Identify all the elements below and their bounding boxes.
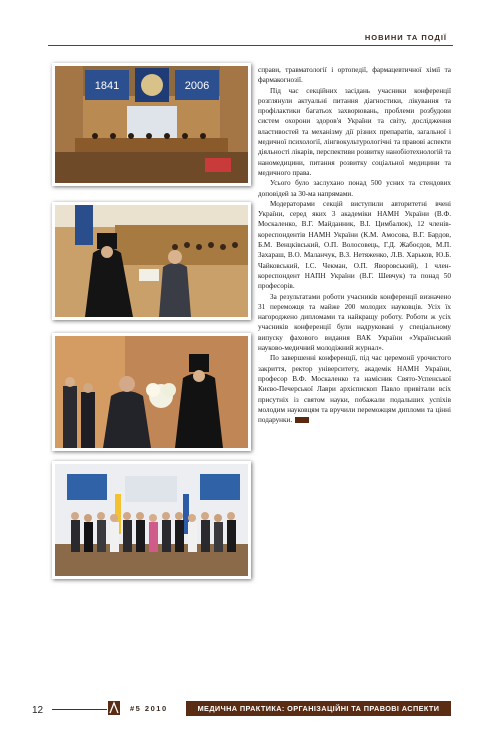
paragraph-text: По завершенні конференції, під час церемонії урочистого закриття, ректор університету, академік НАМН України, професор В.Ф. Москаленко та намісник Свято-Успенської Києво-Печерської Лаври архієпископ Павло привітали всіх присутніх із святом науки, побажали подальших успіхів молодим науковцям та вручили переможцям дипломи та цінні подарунки. [258, 354, 451, 425]
photo-award-ceremony [52, 202, 251, 320]
end-of-article-mark [295, 417, 309, 423]
flowers-image [55, 336, 248, 448]
photo-column [52, 63, 248, 583]
group-photo-image [55, 464, 248, 576]
paragraph: Під час секційних засідань учасники конференції розглянули актуальні питання діагностики, лікування та профілактики багатьох захворювань, проблеми розбудови систем охорони здоров'я України та світу, дослідження властивостей та механізму дії різних препаратів, загальної і медичної психології, лінгвокультурологічні та правові аспекти діяльності лікарів, перспективи розвитку нанобіотехнологій та наномедицини, питання розвитку соціальної медицини та медичного права. [258, 86, 451, 177]
award-ceremony-image [55, 205, 248, 317]
footer-divider [52, 709, 107, 710]
page-header [48, 32, 453, 46]
journal-logo-icon [108, 701, 120, 715]
conference-hall-image [55, 66, 248, 183]
paragraph: Усього було заслухано понад 500 усних та стендових доповідей за 30-ма напрямами. [258, 179, 451, 198]
article-text [258, 65, 451, 425]
paragraph: справи, травматології і ортопедії, фармацевтичної хімії та фармакогнозії. [258, 66, 451, 85]
photo-flowers [52, 333, 251, 451]
page-number: 12 [32, 705, 44, 716]
svg-text:2006: 2006 [184, 80, 210, 92]
issue-number: #5 2010 [130, 704, 168, 713]
section-title: НОВИНИ ТА ПОДІЇ [364, 33, 447, 42]
photo-group [52, 461, 251, 579]
paragraph-last [258, 353, 451, 425]
svg-text:1841: 1841 [94, 80, 120, 92]
paragraph: За результатами роботи учасників конференції визначено 31 переможця та майже 200 молодих науковців. Усіх їх нагороджено дипломами та найкращу роботу. Роботи ж усіх учасників конференції були надруковані у спеціальному випуску фахового видання ВАК України «Український науково-медичний молодіжний журнал». [258, 292, 451, 353]
journal-title: МЕДИЧНА ПРАКТИКА: ОРГАНІЗАЦІЙНІ ТА ПРАВОВІ АСПЕКТИ [186, 701, 451, 716]
photo-conference-hall [52, 63, 251, 186]
paragraph: Модераторами секцій виступили авторитетні вчені України, серед яких 3 академіки НАМН України (В.Ф. Москаленко, В.Г. Майданник, В.І. Цимбалюк), 12 членів-кореспондентів НАМН України (К.М. Амосова, В.Г. Бардов, Б.М. Венцківський, О.П. Волосовець, Г.Д. Жабоєдов, М.П. Захараш, В.О. Маланчук, В.З. Нетяженко, Л.В. Харьков, Ю.Б. Чайковський, І.С. Чекман, О.П. Яворовський), 1 член-кореспондент НАПН України (В.Г. Шевчук) та понад 50 професорів. [258, 199, 451, 291]
page-footer [0, 700, 491, 720]
